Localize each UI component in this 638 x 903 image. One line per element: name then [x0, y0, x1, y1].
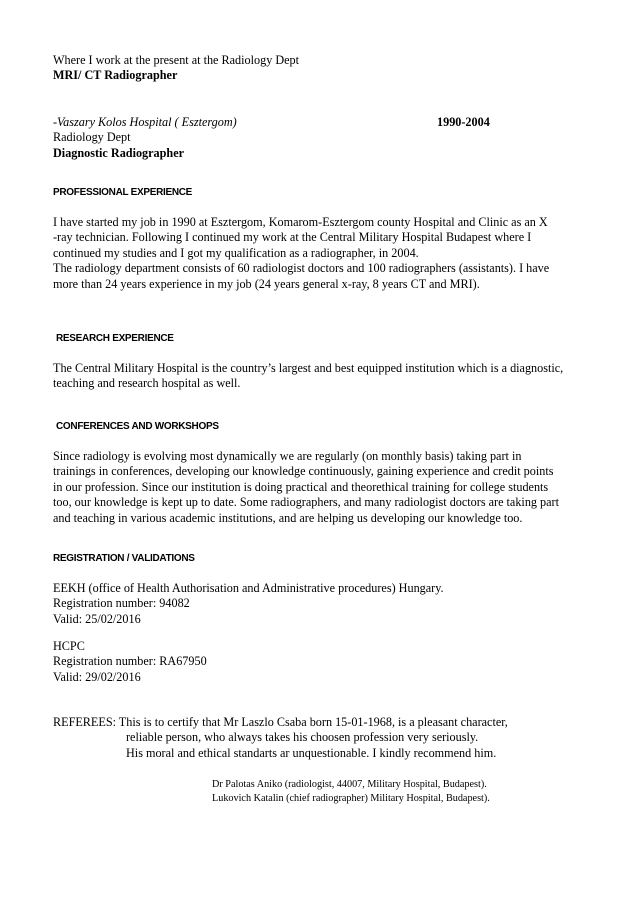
previous-position — [53, 115, 613, 161]
conferences-line: trainings in conferences, developing our knowledge continuously, gaining experience and credit points — [53, 464, 554, 479]
research-text — [53, 361, 613, 392]
referees-text — [53, 715, 613, 761]
current-role: MRI/ CT Radiographer — [53, 68, 178, 83]
professional-text — [53, 215, 613, 292]
conferences-line: too, our knowledge is kept up to date. Some radiographers, and many radiologist doctors are taking part — [53, 495, 559, 510]
referee-signature: Lukovich Katalin (chief radiographer) Military Hospital, Budapest). — [212, 793, 490, 805]
professional-line: I have started my job in 1990 at Esztergom, Komarom-Esztergom county Hospital and Clinic as an X — [53, 215, 548, 229]
professional-line: -ray technician. Following I continued my work at the Central Military Hospital Budapest where I — [53, 230, 532, 245]
professional-line: continued my studies and I got my qualification as a radiographer, in 2004. — [53, 245, 419, 260]
conferences-heading: CONFERENCES AND WORKSHOPS — [56, 421, 219, 432]
eekh-office: EEKH (office of Health Authorisation and Administrative procedures) Hungary. — [53, 581, 444, 595]
professional-line: The radiology department consists of 60 radiologist doctors and 100 radiographers (assistants). I have — [53, 261, 550, 276]
eekh-valid-date: Valid: 25/02/2016 — [53, 611, 141, 626]
previous-years: 1990-2004 — [437, 115, 490, 129]
professional-line: more than 24 years experience in my job (24 years general x-ray, 8 years CT and MRI). — [53, 276, 480, 291]
hcpc-title: HCPC — [53, 639, 85, 653]
hcpc-registration-number: Registration number: RA67950 — [53, 654, 207, 669]
previous-role: Diagnostic Radiographer — [53, 145, 185, 160]
referee-signatures — [212, 778, 490, 806]
registration-heading: REGISTRATION / VALIDATIONS — [53, 553, 195, 564]
referee-signature: Dr Palotas Aniko (radiologist, 44007, Military Hospital, Budapest). — [212, 779, 487, 790]
hcpc-valid-date: Valid: 29/02/2016 — [53, 669, 141, 684]
current-workplace: Where I work at the present at the Radiology Dept — [53, 53, 300, 67]
registration-eekh — [53, 581, 613, 627]
professional-heading: PROFESSIONAL EXPERIENCE — [53, 187, 193, 198]
research-line: teaching and research hospital as well. — [53, 376, 241, 391]
previous-dept: Radiology Dept — [53, 130, 131, 145]
research-line: The Central Military Hospital is the country’s largest and best equipped institution which is a diagnostic, — [53, 361, 564, 375]
research-heading: RESEARCH EXPERIENCE — [56, 333, 174, 344]
conferences-text — [53, 449, 613, 526]
referees-line: His moral and ethical standarts ar unquestionable. I kindly recommend him. — [126, 745, 497, 760]
current-position — [53, 53, 613, 84]
conferences-line: and teaching in various academic institutions, and are helping us developing our knowledge too. — [53, 510, 523, 525]
referees-line: reliable person, who always takes his choosen profession very seriously. — [126, 730, 479, 745]
referees-line: REFEREES: This is to certify that Mr Laszlo Csaba born 15-01-1968, is a pleasant character, — [53, 715, 508, 729]
previous-hospital: -Vaszary Kolos Hospital ( Esztergom) — [53, 115, 237, 129]
registration-hcpc — [53, 639, 613, 685]
conferences-line: in our profession. Since our institution is doing practical and theorethical training for college students — [53, 479, 549, 494]
eekh-registration-number: Registration number: 94082 — [53, 596, 190, 611]
conferences-line: Since radiology is evolving most dynamically we are regularly (on monthly basis) taking part in — [53, 449, 522, 463]
